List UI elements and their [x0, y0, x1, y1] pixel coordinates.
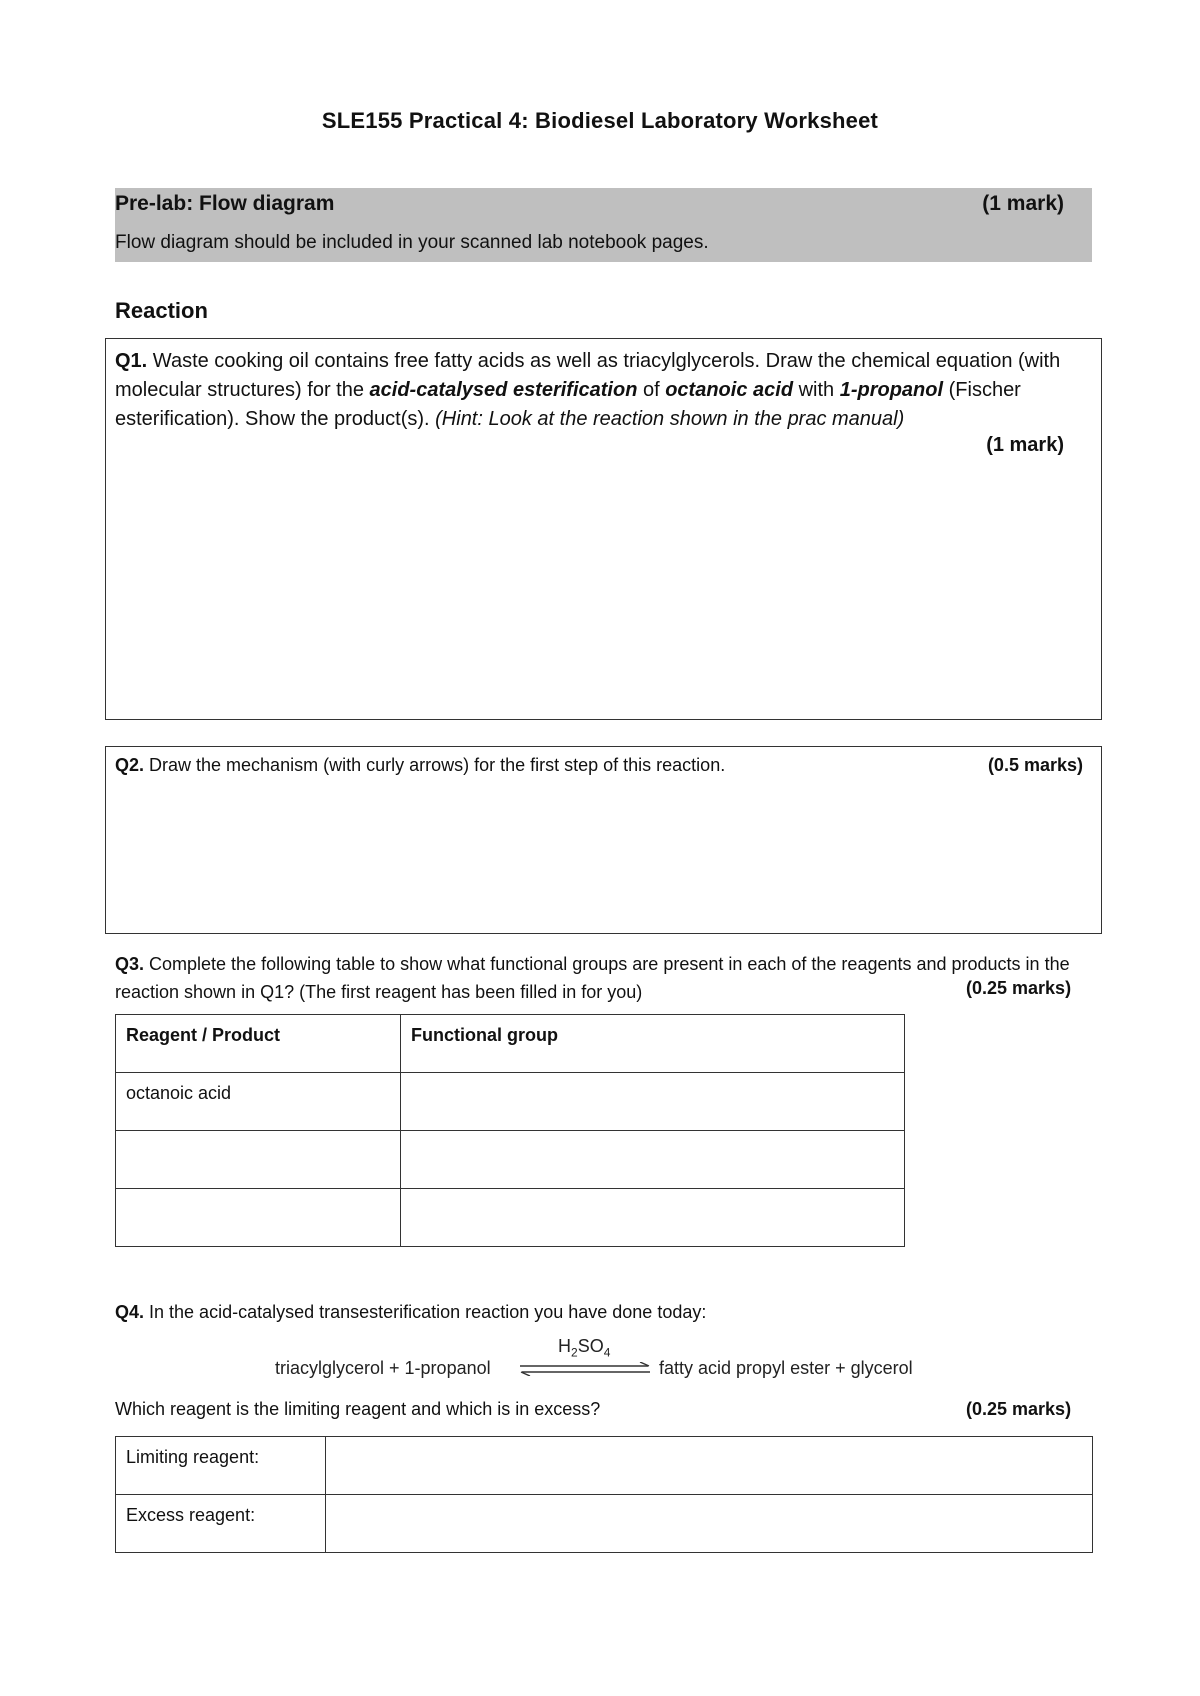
- reagent-cell[interactable]: [116, 1189, 401, 1247]
- reagent-cell[interactable]: [116, 1131, 401, 1189]
- section-heading-reaction: Reaction: [115, 298, 208, 323]
- functional-group-cell[interactable]: [401, 1189, 905, 1247]
- prelab-note: Flow diagram should be included in your scanned lab notebook pages.: [115, 232, 709, 253]
- reagent-excess-table: [115, 1436, 1093, 1553]
- catalyst-so: SO: [577, 1336, 604, 1356]
- prelab-heading: Pre-lab: Flow diagram: [115, 192, 335, 215]
- equation-products: fatty acid propyl ester + glycerol: [659, 1358, 913, 1378]
- q3-text: Complete the following table to show what functional groups are present in each of the reagents and products in the reaction shown in Q1? (The first reagent has been filled in for you): [115, 954, 1070, 1002]
- q4-label: Q4.: [115, 1302, 145, 1322]
- reagent-cell[interactable]: octanoic acid: [116, 1073, 401, 1131]
- equation-reactants: triacylglycerol + 1-propanol: [275, 1358, 491, 1378]
- limiting-reagent-answer-cell[interactable]: [326, 1437, 1093, 1495]
- prelab-mark: (1 mark): [982, 192, 1064, 215]
- q3-question-text: [115, 950, 1075, 1006]
- q3-mark: (0.25 marks): [966, 978, 1072, 998]
- table-row: [116, 1073, 905, 1131]
- q4-mark: (0.25 marks): [966, 1399, 1072, 1419]
- functional-groups-table: [115, 1014, 905, 1247]
- catalyst-sub-4: 4: [603, 1345, 611, 1360]
- equilibrium-arrow-icon: [518, 1362, 652, 1376]
- q1-answer-box[interactable]: [105, 338, 1102, 720]
- q1-emphasis-octanoic-acid: octanoic acid: [665, 379, 794, 401]
- excess-reagent-answer-cell[interactable]: [326, 1495, 1093, 1553]
- page-title: SLE155 Practical 4: Biodiesel Laboratory Worksheet: [321, 108, 879, 133]
- transesterification-equation: [275, 1336, 955, 1388]
- q1-text-part: of: [637, 379, 666, 401]
- excess-reagent-label: Excess reagent:: [116, 1495, 326, 1553]
- q1-emphasis-propanol: 1-propanol: [839, 379, 944, 401]
- table-row: [116, 1437, 1093, 1495]
- q1-hint: (Hint: Look at the reaction shown in the prac manual): [435, 408, 905, 430]
- equation-catalyst: [558, 1336, 610, 1360]
- table-header-row: [116, 1015, 905, 1073]
- table-row: [116, 1495, 1093, 1553]
- q1-text-part: Waste cooking oil contains free fatty acids as well as triacylglycerols. Draw the chemical equation (with molecular structures) for the: [115, 350, 1061, 401]
- q2-label: Q2.: [115, 755, 145, 775]
- functional-group-cell[interactable]: [401, 1131, 905, 1189]
- catalyst-sub-2: 2: [571, 1345, 578, 1360]
- table-row: [116, 1131, 905, 1189]
- q2-question-text: [115, 755, 725, 776]
- q1-text-part: (Fischer esterification). Show the product(s).: [115, 379, 1021, 430]
- prelab-banner: [115, 188, 1092, 262]
- q1-mark: (1 mark): [986, 434, 1064, 456]
- q1-label: Q1.: [115, 350, 148, 372]
- q1-question-text: [115, 347, 1085, 434]
- q4-question-text: [115, 1302, 706, 1323]
- q4-text: In the acid-catalysed transesterification reaction you have done today:: [144, 1302, 707, 1322]
- table-row: [116, 1189, 905, 1247]
- q2-text: Draw the mechanism (with curly arrows) for the first step of this reaction.: [144, 755, 726, 775]
- q2-answer-box[interactable]: [105, 746, 1102, 934]
- header-reagent-product: Reagent / Product: [116, 1015, 401, 1073]
- q1-emphasis-esterification: acid-catalysed esterification: [369, 379, 638, 401]
- q3-label: Q3.: [115, 954, 145, 974]
- q4-subquestion: Which reagent is the limiting reagent and which is in excess?: [115, 1399, 601, 1419]
- q2-mark: (0.5 marks): [987, 755, 1083, 775]
- limiting-reagent-label: Limiting reagent:: [116, 1437, 326, 1495]
- catalyst-h: H: [558, 1336, 571, 1356]
- functional-group-cell[interactable]: [401, 1073, 905, 1131]
- header-functional-group: Functional group: [401, 1015, 905, 1073]
- q1-text-part: with: [793, 379, 840, 401]
